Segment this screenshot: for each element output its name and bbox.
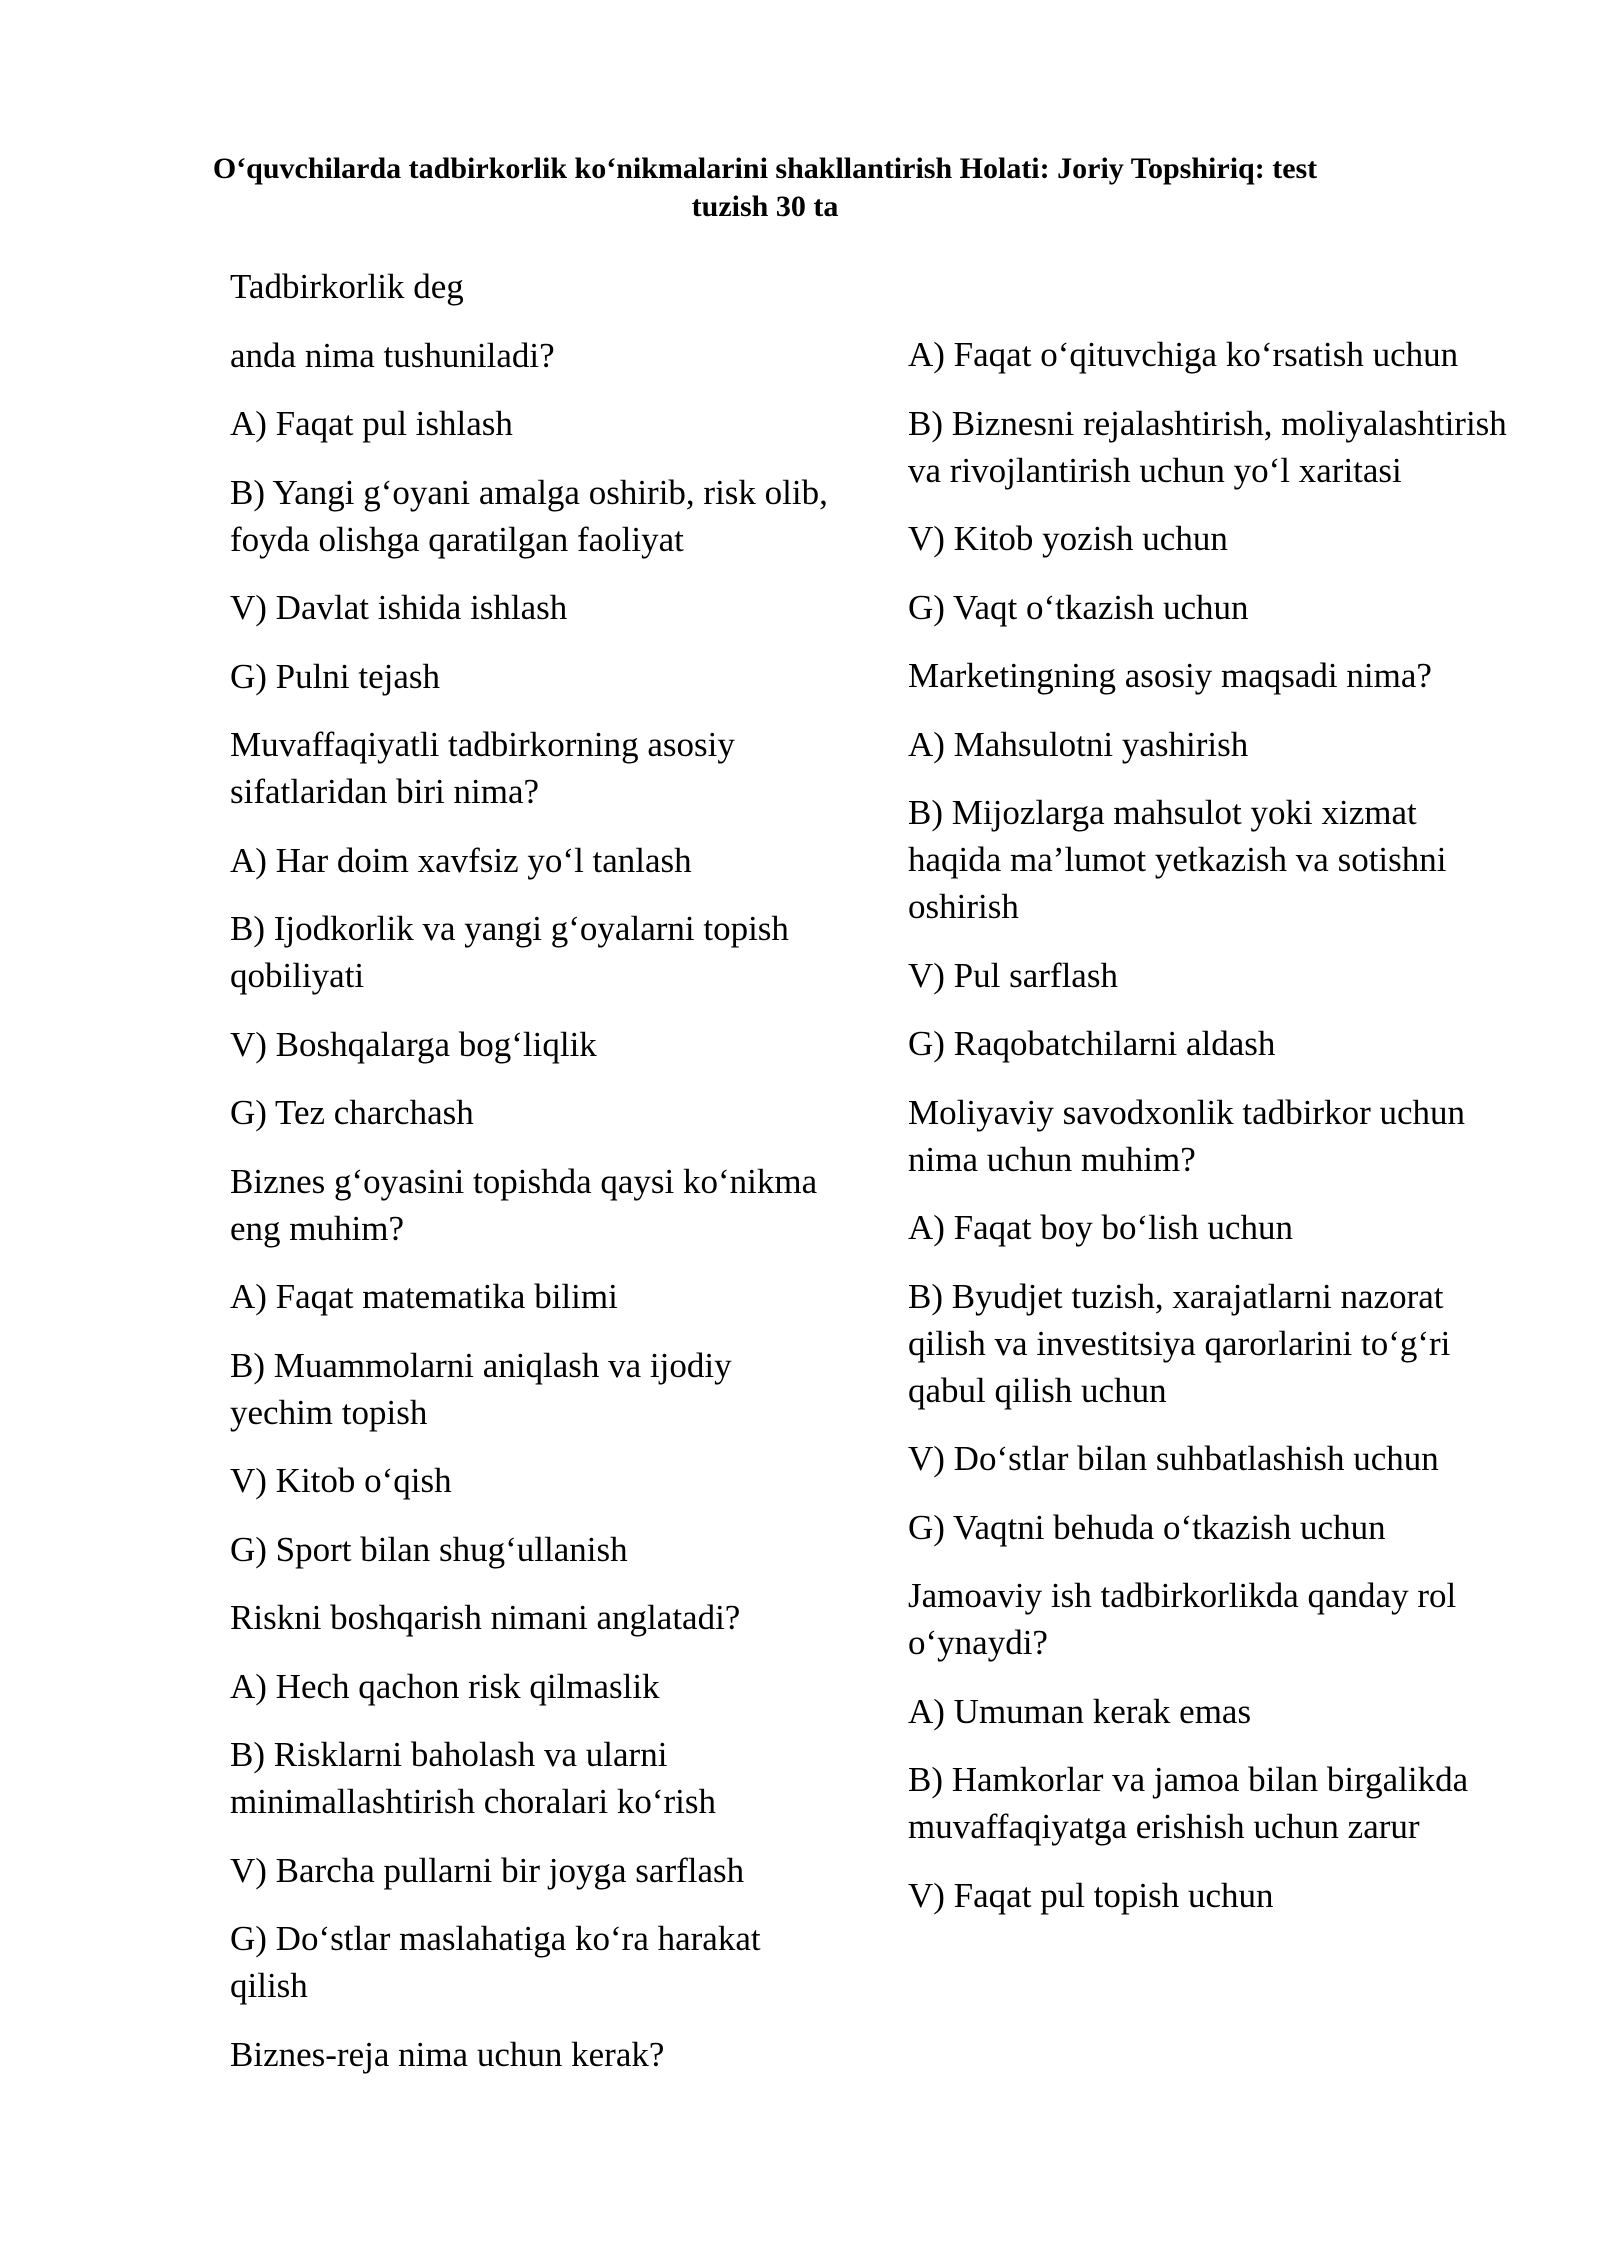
answer-option: G) Tez charchash (230, 1093, 474, 1132)
answer-option: G) Vaqtni behuda o‘tkazish uchun (908, 1507, 1386, 1547)
question-text: Biznes-reja nima uchun kerak? (230, 2034, 665, 2074)
question-text: anda nima tushuniladi? (230, 335, 555, 375)
answer-option: B) Byudjet tuzish, xarajatlarni nazorat qilish va investitsiya qarorlarini to‘g‘ri qabul qilish uchun (908, 1276, 1451, 1410)
answer-option: B) Hamkorlar va jamoa bilan birgalikda muvaffaqiyatga erishish uchun zarur (908, 1760, 1469, 1846)
answer-option: B) Risklarni baholash va ularni minimallashtirish choralari ko‘rish (230, 1735, 717, 1821)
answer-option: A) Har doim xavfsiz yo‘l tanlash (230, 840, 692, 880)
answer-option: A) Faqat boy bo‘lish uchun (908, 1208, 1293, 1247)
answer-option: V) Kitob yozish uchun (908, 519, 1228, 558)
answer-option: V) Pul sarflash (908, 955, 1118, 995)
question-text: Jamoaviy ish tadbirkorlikda qanday rol o‘ynaydi? (908, 1576, 1457, 1662)
answer-option: V) Barcha pullarni bir joyga sarflash (230, 1850, 745, 1890)
answer-option: G) Do‘stlar maslahatiga ko‘ra harakat qilish (230, 1919, 761, 2005)
question-text: Biznes g‘oyasini topishda qaysi ko‘nikma eng muhim? (230, 1161, 818, 1248)
answer-option: A) Hech qachon risk qilmaslik (230, 1666, 660, 1706)
answer-option: A) Faqat pul ishlash (230, 404, 513, 443)
answer-option: V) Boshqalarga bog‘liqlik (230, 1024, 597, 1064)
answer-option: B) Biznesni rejalashtirish, moliyalashtirish va rivojlantirish uchun yo‘l xaritasi (908, 403, 1507, 490)
answer-option: B) Muammolarni aniqlash va ijodiy yechim topish (230, 1345, 732, 1432)
answer-option: B) Ijodkorlik va yangi g‘oyalarni topish qobiliyati (230, 909, 789, 995)
answer-option: G) Pulni tejash (230, 656, 440, 696)
answer-option: V) Faqat pul topish uchun (908, 1875, 1274, 1915)
answer-option: B) Mijozlarga mahsulot yoki xizmat haqida ma’lumot yetkazish va sotishni oshirish (908, 793, 1447, 926)
question-text: Muvaffaqiyatli tadbirkorning asosiy sifatlaridan biri nima? (230, 725, 735, 811)
answer-option: A) Mahsulotni yashirish (908, 724, 1249, 764)
answer-option: G) Vaqt o‘tkazish uchun (908, 587, 1249, 627)
left-column (230, 263, 830, 2099)
answer-option: V) Davlat ishida ishlash (230, 588, 568, 627)
answer-option: A) Faqat matematika bilimi (230, 1277, 618, 1316)
paragraph: Tadbirkorlik deg (230, 267, 464, 306)
question-text: Marketingning asosiy maqsadi nima? (908, 656, 1432, 695)
answer-option: V) Do‘stlar bilan suhbatlashish uchun (908, 1439, 1439, 1478)
answer-option: V) Kitob o‘qish (230, 1461, 452, 1500)
document-title: O‘quvchilarda tadbirkorlik ko‘nikmalarini shakllantirish Holati: Joriy Topshiriq: test tuzish 30 ta (212, 152, 1318, 223)
right-column (908, 331, 1518, 1940)
question-text: Riskni boshqarish nimani anglatadi? (230, 1598, 741, 1637)
answer-option: A) Faqat o‘qituvchiga ko‘rsatish uchun (908, 335, 1459, 374)
answer-option: G) Raqobatchilarni aldash (908, 1024, 1276, 1063)
question-text: Moliyaviy savodxonlik tadbirkor uchun nima uchun muhim? (908, 1092, 1466, 1179)
answer-option: G) Sport bilan shug‘ullanish (230, 1529, 628, 1569)
answer-option: A) Umuman kerak emas (908, 1691, 1252, 1731)
answer-option: B) Yangi g‘oyani amalga oshirib, risk olib, foyda olishga qaratilgan faoliyat (230, 472, 828, 559)
